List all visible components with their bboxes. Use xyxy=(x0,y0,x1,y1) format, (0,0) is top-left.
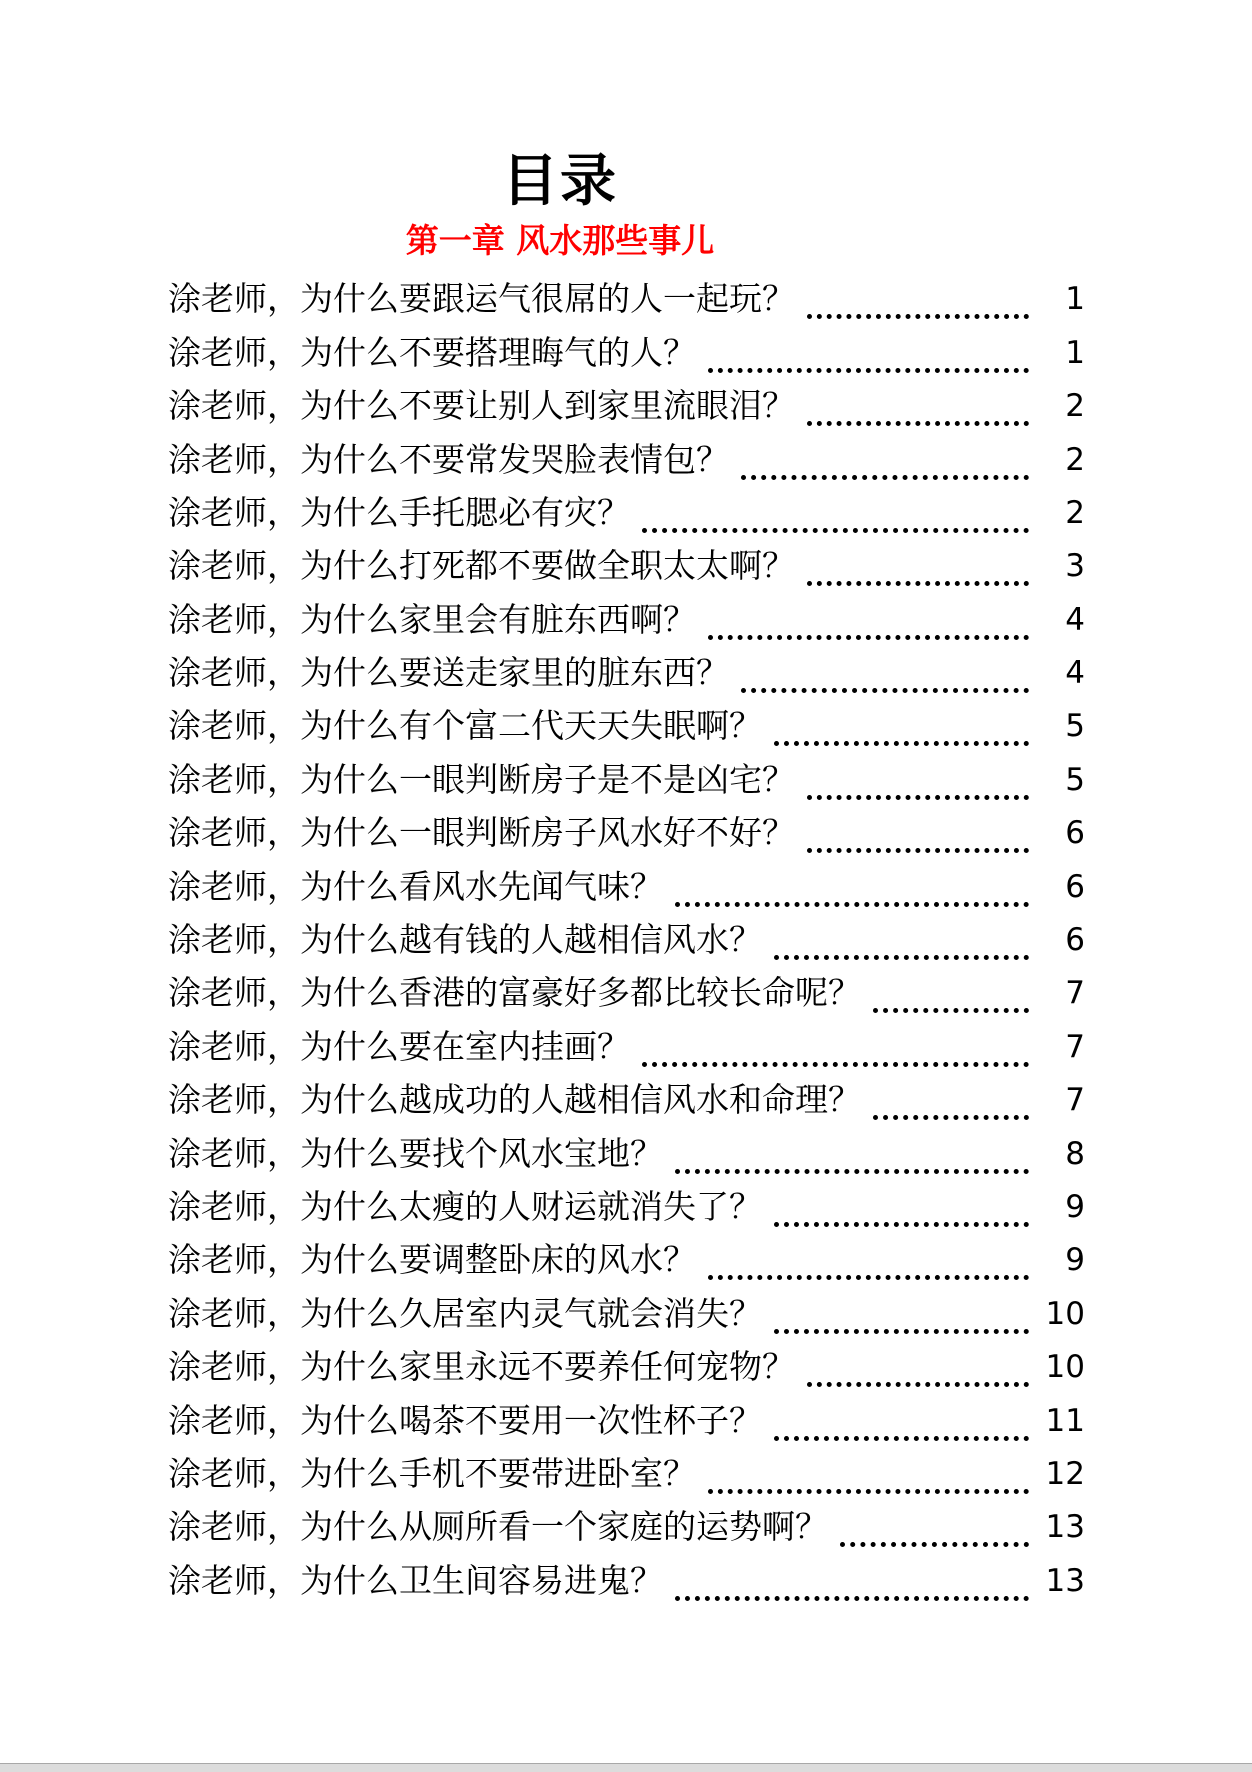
toc-entry-label: 涂老师，为什么要跟运气很屌的人一起玩？ xyxy=(168,279,795,319)
toc-entry[interactable] xyxy=(168,1022,1085,1075)
toc-entry-label: 涂老师，为什么不要让别人到家里流眼泪？ xyxy=(168,386,795,426)
dot-leader xyxy=(774,701,1029,746)
toc-entry-page: 1 xyxy=(1065,281,1085,318)
toc-entry-label: 涂老师，为什么卫生间容易进鬼？ xyxy=(168,1560,663,1600)
toc-entry-page: 13 xyxy=(1045,1562,1085,1599)
toc-entry[interactable] xyxy=(168,274,1085,327)
toc-entry[interactable] xyxy=(168,862,1085,915)
toc-entry-label: 涂老师，为什么看风水先闻气味？ xyxy=(168,866,663,906)
toc-entry-page: 7 xyxy=(1065,1082,1085,1119)
toc-entry-label: 涂老师，为什么要在室内挂画？ xyxy=(168,1026,630,1066)
toc-entry-page: 8 xyxy=(1065,1135,1085,1172)
toc-entry-label: 涂老师，为什么喝茶不要用一次性杯子？ xyxy=(168,1400,762,1440)
page-bottom-edge xyxy=(0,1763,1252,1772)
toc-entry-page: 9 xyxy=(1065,1242,1085,1279)
toc-entry-label: 涂老师，为什么有个富二代天天失眠啊？ xyxy=(168,706,762,746)
page-title: 目录 xyxy=(502,149,618,214)
dot-leader xyxy=(708,328,1029,373)
toc-entry[interactable] xyxy=(168,968,1085,1021)
dot-leader xyxy=(774,1182,1029,1227)
toc-entry-label: 涂老师，为什么香港的富豪好多都比较长命呢？ xyxy=(168,973,861,1013)
toc-entry-label: 涂老师，为什么越成功的人越相信风水和命理？ xyxy=(168,1080,861,1120)
dot-leader xyxy=(873,968,1029,1013)
toc-entry-page: 7 xyxy=(1065,1028,1085,1065)
dot-leader xyxy=(807,808,1029,853)
toc-entry-page: 10 xyxy=(1045,1295,1085,1332)
toc-entry-page: 13 xyxy=(1045,1509,1085,1546)
toc-entry-page: 6 xyxy=(1065,815,1085,852)
dot-leader xyxy=(642,488,1029,533)
toc-entry[interactable] xyxy=(168,755,1085,808)
toc-entry[interactable] xyxy=(168,381,1085,434)
toc-entry[interactable] xyxy=(168,1502,1085,1555)
dot-leader xyxy=(807,381,1029,426)
toc-entry[interactable] xyxy=(168,1342,1085,1395)
toc-entry-page: 1 xyxy=(1065,334,1085,371)
dot-leader xyxy=(840,1502,1029,1547)
dot-leader xyxy=(642,1022,1029,1067)
toc-entry-label: 涂老师，为什么打死都不要做全职太太啊？ xyxy=(168,546,795,586)
toc-entry-page: 11 xyxy=(1045,1402,1085,1439)
toc-entry[interactable] xyxy=(168,1449,1085,1502)
toc-entry[interactable] xyxy=(168,1182,1085,1235)
toc-entry-page: 2 xyxy=(1065,388,1085,425)
toc-entry-label: 涂老师，为什么一眼判断房子是不是凶宅？ xyxy=(168,759,795,799)
toc-entry-label: 涂老师，为什么家里永远不要养任何宠物？ xyxy=(168,1347,795,1387)
toc-entry[interactable] xyxy=(168,435,1085,488)
toc-entry-page: 4 xyxy=(1065,601,1085,638)
dot-leader xyxy=(774,915,1029,960)
dot-leader xyxy=(708,1449,1029,1494)
toc-entry-page: 5 xyxy=(1065,761,1085,798)
toc-entry-page: 3 xyxy=(1065,548,1085,585)
dot-leader xyxy=(774,1289,1029,1334)
toc-entry[interactable] xyxy=(168,1075,1085,1128)
toc-entry[interactable] xyxy=(168,648,1085,701)
toc-entry-label: 涂老师，为什么太瘦的人财运就消失了？ xyxy=(168,1186,762,1226)
toc-entry-page: 6 xyxy=(1065,922,1085,959)
toc-entry-label: 涂老师，为什么要调整卧床的风水？ xyxy=(168,1240,696,1280)
toc-entry[interactable] xyxy=(168,701,1085,754)
toc-entry-label: 涂老师，为什么一眼判断房子风水好不好？ xyxy=(168,813,795,853)
toc-entry-page: 5 xyxy=(1065,708,1085,745)
toc-entry-page: 7 xyxy=(1065,975,1085,1012)
toc-entry-page: 12 xyxy=(1045,1455,1085,1492)
dot-leader xyxy=(807,541,1029,586)
dot-leader xyxy=(807,755,1029,800)
toc-entry-page: 6 xyxy=(1065,868,1085,905)
dot-leader xyxy=(807,274,1029,319)
dot-leader xyxy=(675,1556,1029,1601)
dot-leader xyxy=(675,862,1029,907)
toc-entry-label: 涂老师，为什么从厕所看一个家庭的运势啊？ xyxy=(168,1507,828,1547)
toc-list xyxy=(168,274,1085,1609)
toc-entry-page: 4 xyxy=(1065,655,1085,692)
toc-entry-label: 涂老师，为什么不要常发哭脸表情包？ xyxy=(168,439,729,479)
dot-leader xyxy=(708,595,1029,640)
toc-entry[interactable] xyxy=(168,808,1085,861)
toc-entry-label: 涂老师，为什么要找个风水宝地？ xyxy=(168,1133,663,1173)
dot-leader xyxy=(807,1342,1029,1387)
toc-entry-label: 涂老师，为什么越有钱的人越相信风水？ xyxy=(168,920,762,960)
toc-entry-label: 涂老师，为什么手机不要带进卧室？ xyxy=(168,1453,696,1493)
dot-leader xyxy=(675,1129,1029,1174)
dot-leader xyxy=(873,1075,1029,1120)
toc-entry-label: 涂老师，为什么久居室内灵气就会消失？ xyxy=(168,1293,762,1333)
toc-entry[interactable] xyxy=(168,915,1085,968)
toc-entry-page: 2 xyxy=(1065,494,1085,531)
toc-entry[interactable] xyxy=(168,1396,1085,1449)
toc-entry[interactable] xyxy=(168,595,1085,648)
dot-leader xyxy=(741,648,1029,693)
toc-entry-label: 涂老师，为什么家里会有脏东西啊？ xyxy=(168,599,696,639)
toc-header xyxy=(0,0,1120,260)
toc-entry-page: 9 xyxy=(1065,1188,1085,1225)
dot-leader xyxy=(774,1396,1029,1441)
toc-entry-label: 涂老师，为什么手托腮必有灾？ xyxy=(168,492,630,532)
toc-entry[interactable] xyxy=(168,328,1085,381)
toc-entry[interactable] xyxy=(168,1235,1085,1288)
dot-leader xyxy=(708,1235,1029,1280)
toc-entry-label: 涂老师，为什么要送走家里的脏东西？ xyxy=(168,653,729,693)
toc-entry[interactable] xyxy=(168,1556,1085,1609)
toc-entry[interactable] xyxy=(168,1129,1085,1182)
dot-leader xyxy=(741,435,1029,480)
toc-entry-page: 10 xyxy=(1045,1349,1085,1386)
toc-entry[interactable] xyxy=(168,541,1085,594)
toc-entry[interactable] xyxy=(168,1289,1085,1342)
toc-entry-page: 2 xyxy=(1065,441,1085,478)
chapter-heading: 第一章 风水那些事儿 xyxy=(405,221,715,261)
toc-entry-label: 涂老师，为什么不要搭理晦气的人？ xyxy=(168,332,696,372)
toc-entry[interactable] xyxy=(168,488,1085,541)
